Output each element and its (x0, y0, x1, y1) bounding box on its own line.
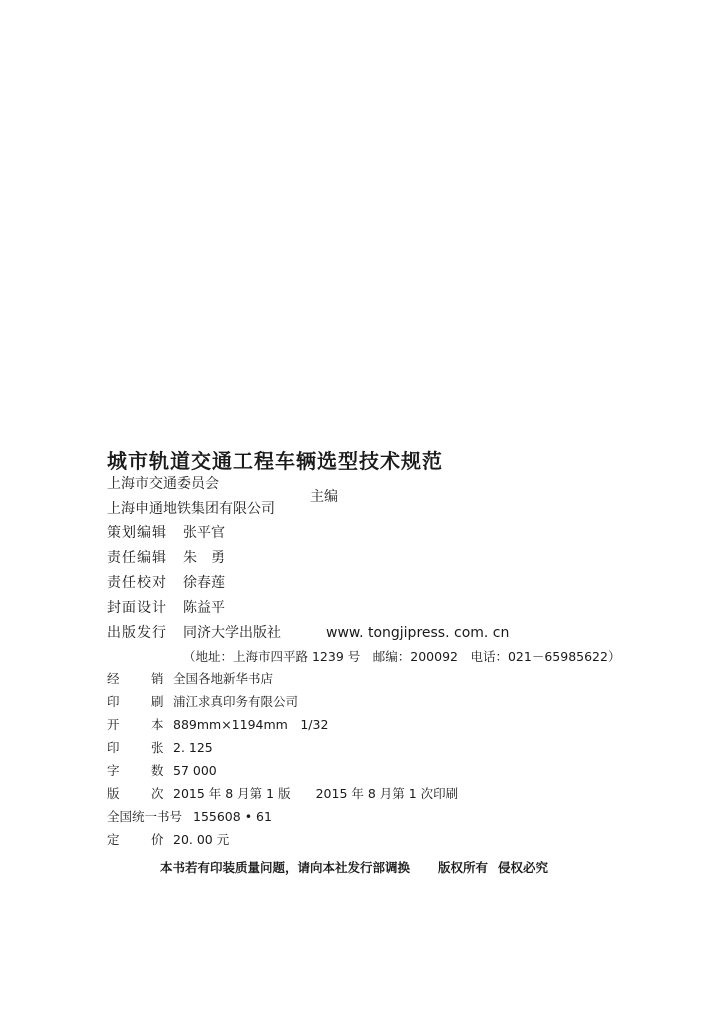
staff-responsible-editor (107, 549, 225, 567)
spec-label-char: 印 (107, 740, 120, 755)
editor-role: 主编 (310, 489, 338, 505)
spec-row-isbn (107, 808, 272, 826)
spec-row (107, 762, 217, 780)
spec-label-char: 经 (107, 671, 120, 686)
staff-value: 陈益平 (183, 600, 225, 616)
footer-notice-row (160, 858, 548, 876)
spec-label-char: 版 (107, 786, 120, 801)
spec-value: 889mm×1194mm 1/32 (173, 717, 329, 732)
spec-label-char: 开 (107, 717, 120, 732)
spec-label-char: 销 (151, 671, 164, 686)
spec-label-char: 本 (151, 717, 164, 732)
print-quality-notice: 本书若有印装质量问题，请向本社发行部调换 (160, 860, 411, 875)
editor-org-2: 上海申通地铁集团有限公司 (107, 501, 275, 517)
spec-value: 2015 年 8 月第 1 版 2015 年 8 月第 1 次印刷 (173, 786, 459, 801)
spec-value: 浦江求真印务有限公司 (173, 694, 299, 709)
editor-org-1: 上海市交通委员会 (107, 476, 219, 492)
book-title: 城市轨道交通工程车辆选型技术规范 (107, 449, 443, 473)
publisher-name: 同济大学出版社 (183, 625, 281, 641)
spec-value: 155608 • 61 (193, 809, 272, 824)
spec-row (107, 716, 328, 734)
spec-label-char: 字 (107, 763, 120, 778)
publisher-row (107, 624, 281, 642)
spec-label-char: 定 (107, 832, 120, 847)
staff-value: 张平官 (183, 525, 225, 541)
piracy-notice: 侵权必究 (498, 860, 549, 875)
staff-label: 责任校对 (107, 575, 167, 591)
copyright-notice: 版权所有 (438, 860, 489, 875)
spec-row (107, 831, 229, 849)
staff-label: 责任编辑 (107, 550, 167, 566)
staff-value: 朱 勇 (183, 550, 225, 566)
spec-label-char: 刷 (151, 694, 164, 709)
staff-proofreader (107, 574, 225, 592)
spec-value: 20. 00 元 (173, 832, 230, 847)
spec-label-char: 次 (151, 786, 164, 801)
publisher-address: （地址：上海市四平路 1239 号 邮编：200092 电话：021－65985622） (183, 649, 621, 664)
spec-row (107, 670, 273, 688)
spec-value: 57 000 (173, 763, 217, 778)
publisher-label: 出版发行 (107, 625, 167, 641)
publisher-website: www. tongjipress. com. cn (326, 625, 510, 641)
staff-cover-designer (107, 599, 225, 617)
staff-planning-editor (107, 524, 225, 542)
spec-value: 2. 125 (173, 740, 213, 755)
spec-label-char: 印 (107, 694, 120, 709)
spec-value: 全国各地新华书店 (173, 671, 274, 686)
spec-label-char: 数 (151, 763, 164, 778)
spec-row (107, 785, 458, 803)
spec-label-char: 价 (151, 832, 164, 847)
staff-label: 策划编辑 (107, 525, 167, 541)
spec-label: 全国统一书号 (107, 809, 183, 824)
spec-label-char: 张 (151, 740, 164, 755)
staff-label: 封面设计 (107, 600, 167, 616)
spec-row (107, 739, 213, 757)
staff-value: 徐春莲 (183, 575, 225, 591)
spec-row (107, 693, 298, 711)
